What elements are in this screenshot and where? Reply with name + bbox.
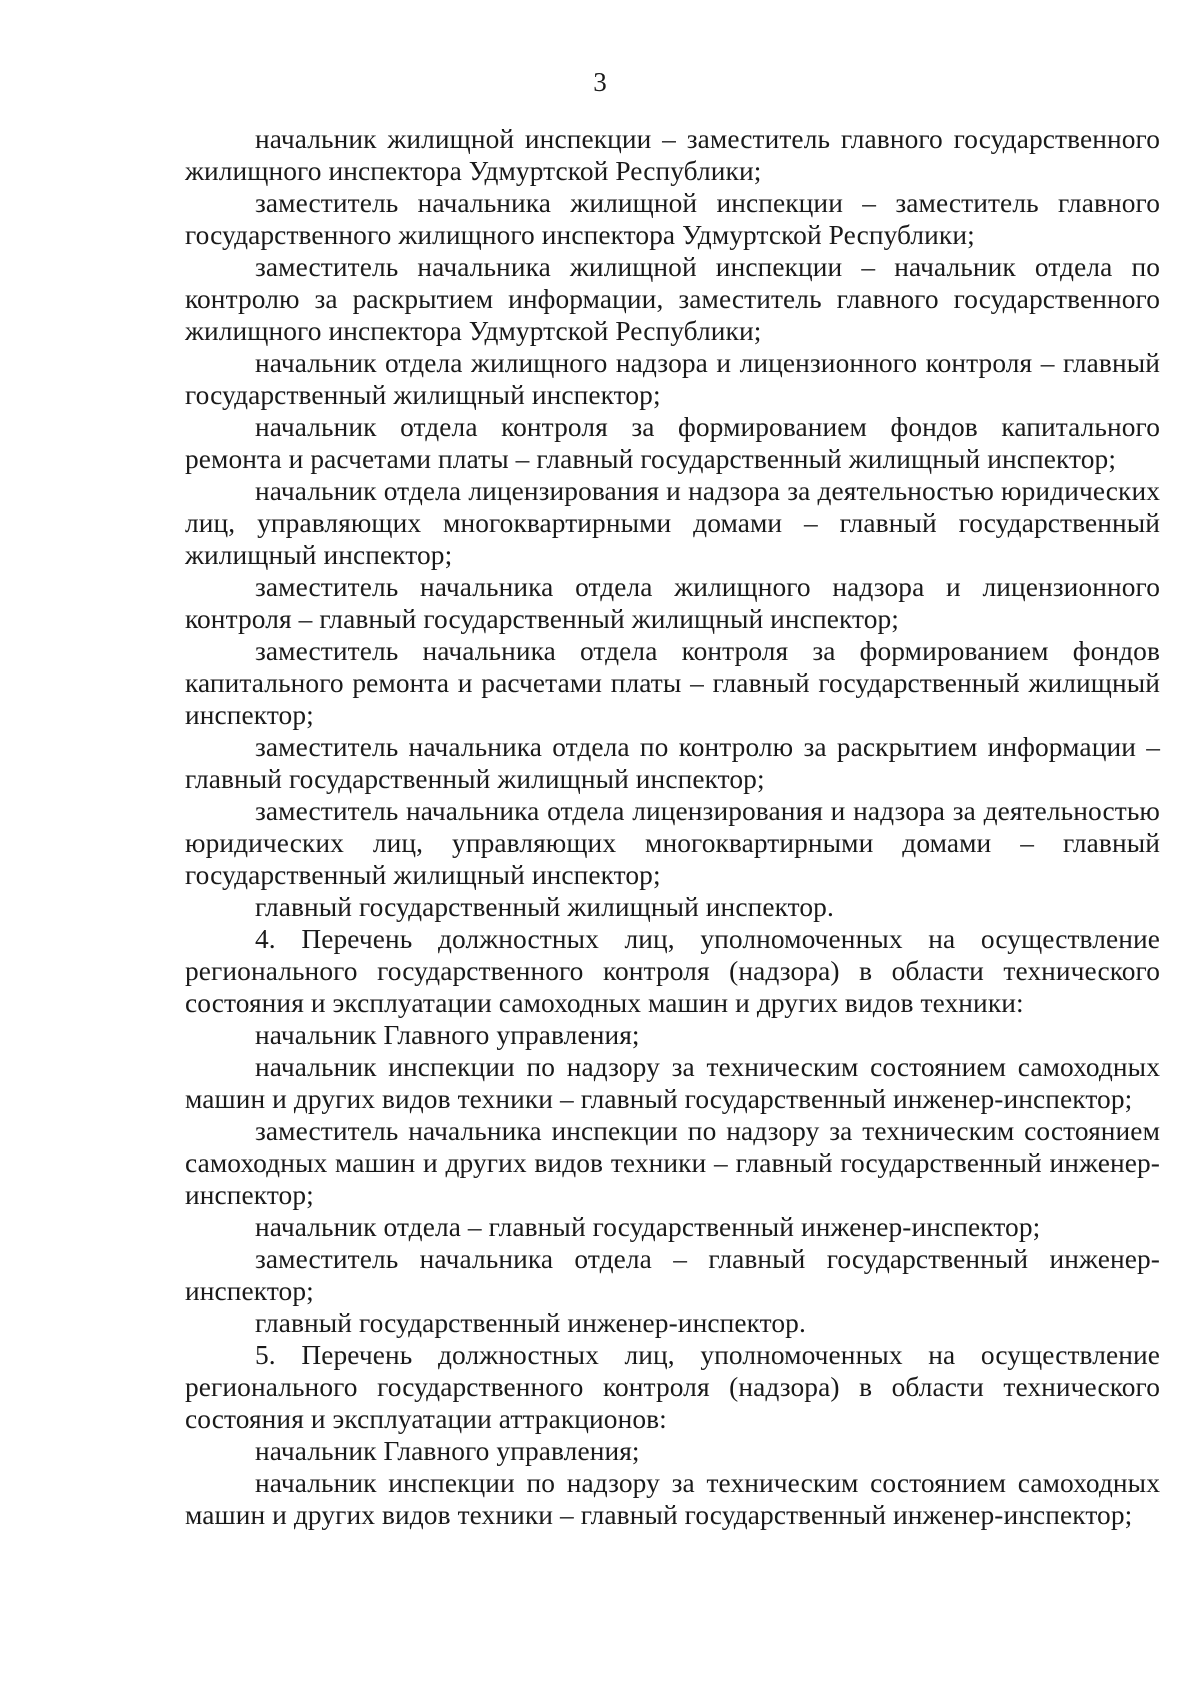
paragraph: главный государственный инженер-инспектор. (255, 1308, 806, 1338)
paragraph: начальник отдела лицензирования и надзора за деятельностью юридических лиц, управляющих многоквартирными домами – главный государственный жилищный инспектор; (185, 476, 1160, 570)
paragraph: заместитель начальника отдела жилищного надзора и лицензионного контроля – главный государственный жилищный инспектор; (185, 572, 1160, 634)
paragraph: главный государственный жилищный инспектор. (255, 892, 834, 922)
section-5-heading-paragraph: 5. Перечень должностных лиц, уполномоченных на осуществление регионального государственного контроля (надзора) в области технического состояния и эксплуатации аттракционов: (185, 1340, 1160, 1434)
paragraph: начальник Главного управления; (255, 1436, 640, 1466)
paragraph: заместитель начальника отдела по контролю за раскрытием информации – главный государственный жилищный инспектор; (185, 732, 1160, 794)
paragraph: заместитель начальника отдела – главный государственный инженер-инспектор; (185, 1244, 1160, 1306)
paragraph: начальник отдела – главный государственный инженер-инспектор; (255, 1212, 1041, 1242)
paragraph: заместитель начальника отдела лицензирования и надзора за деятельностью юридических лиц, управляющих многоквартирными домами – главный государственный жилищный инспектор; (185, 796, 1160, 890)
document-body (185, 123, 1160, 1531)
page-number: 3 (593, 67, 607, 97)
paragraph: начальник Главного управления; (255, 1020, 640, 1050)
paragraph: заместитель начальника отдела контроля за формированием фондов капитального ремонта и расчетами платы – главный государственный жилищный инспектор; (185, 636, 1160, 730)
paragraph: начальник инспекции по надзору за техническим состоянием самоходных машин и других видов техники – главный государственный инженер-инспектор; (185, 1052, 1160, 1114)
paragraph: заместитель начальника инспекции по надзору за техническим состоянием самоходных машин и других видов техники – главный государственный инженер-инспектор; (185, 1116, 1160, 1210)
paragraph: начальник отдела контроля за формированием фондов капитального ремонта и расчетами платы – главный государственный жилищный инспектор; (185, 412, 1160, 474)
paragraph: начальник жилищной инспекции – заместитель главного государственного жилищного инспектора Удмуртской Республики; (185, 124, 1160, 186)
paragraph: начальник инспекции по надзору за техническим состоянием самоходных машин и других видов техники – главный государственный инженер-инспектор; (185, 1468, 1160, 1530)
paragraph: заместитель начальника жилищной инспекции – заместитель главного государственного жилищного инспектора Удмуртской Республики; (185, 188, 1160, 250)
section-4-heading-paragraph: 4. Перечень должностных лиц, уполномоченных на осуществление регионального государственного контроля (надзора) в области технического состояния и эксплуатации самоходных машин и других видов техники: (185, 924, 1160, 1018)
paragraph: заместитель начальника жилищной инспекции – начальник отдела по контролю за раскрытием информации, заместитель главного государственного жилищного инспектора Удмуртской Республики; (185, 252, 1160, 346)
paragraph: начальник отдела жилищного надзора и лицензионного контроля – главный государственный жилищный инспектор; (185, 348, 1160, 410)
